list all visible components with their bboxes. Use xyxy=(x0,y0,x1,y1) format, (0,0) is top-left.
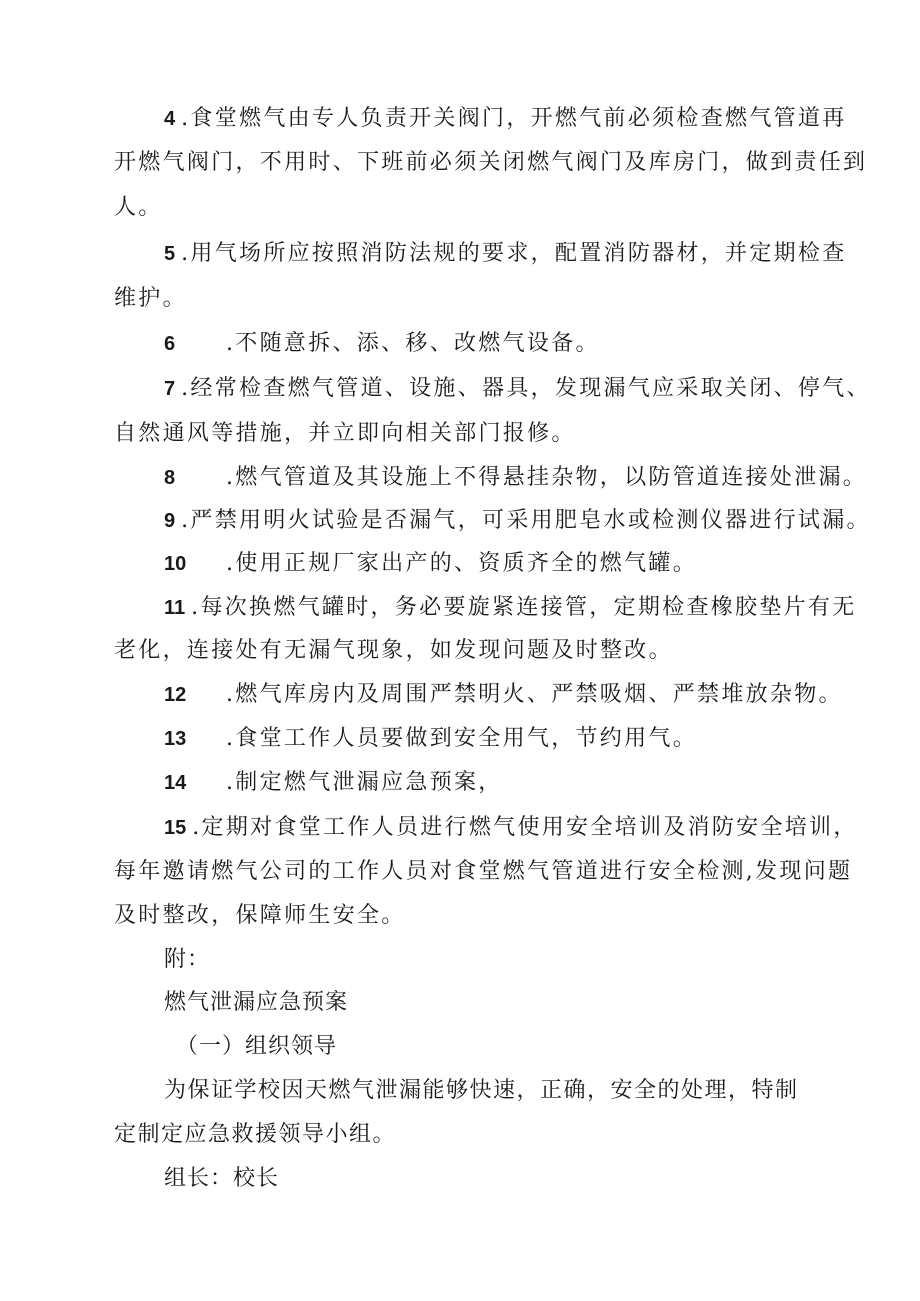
item-text: .不随意拆、添、移、改燃气设备。 xyxy=(226,331,600,356)
rule-item-4 xyxy=(164,104,847,134)
item-number: 5 xyxy=(164,243,176,265)
item-number: 12 xyxy=(164,684,187,706)
rule-item-5 xyxy=(164,239,847,269)
item-text: .燃气库房内及周围严禁明火、严禁吸烟、严禁堆放杂物。 xyxy=(226,682,843,707)
item-number: 7 xyxy=(164,378,176,400)
item-number: 10 xyxy=(164,553,187,575)
rule-item-7-cont-1: 自然通风等措施，并立即向相关部门报修。 xyxy=(114,421,576,446)
rule-item-15 xyxy=(164,813,858,843)
rule-item-6 xyxy=(164,329,600,359)
rule-item-8 xyxy=(164,463,867,493)
item-text: .严禁用明火试验是否漏气，可采用肥皂水或检测仪器进行试漏。 xyxy=(181,508,871,533)
item-text: .每次换燃气罐时，务必要旋紧连接管，定期检查橡胶垫片有无 xyxy=(191,595,857,620)
appendix-label: 附： xyxy=(164,947,211,972)
item-text: .燃气管道及其设施上不得悬挂杂物，以防管道连接处泄漏。 xyxy=(226,465,868,490)
rule-item-7 xyxy=(164,374,871,404)
rule-item-4-cont-1: 开燃气阀门，不用时、下班前必须关闭燃气阀门及库房门，做到责任到 xyxy=(114,150,868,175)
rule-item-15-cont-2: 及时整改，保障师生安全。 xyxy=(114,903,406,928)
item-number: 14 xyxy=(164,772,187,794)
item-number: 15 xyxy=(164,817,187,839)
rule-item-13 xyxy=(164,724,697,754)
leader-line: 组长：校长 xyxy=(164,1166,280,1191)
intro-paragraph-line-1: 为保证学校因天燃气泄漏能够快速，正确，安全的处理，特制 xyxy=(164,1078,799,1103)
rule-item-11-cont-1: 老化，连接处有无漏气现象，如发现问题及时整改。 xyxy=(114,638,673,663)
item-text: .食堂燃气由专人负责开关阀门，开燃气前必须检查燃气管道再 xyxy=(181,106,847,131)
item-text: .使用正规厂家出产的、资质齐全的燃气罐。 xyxy=(226,551,697,576)
item-number: 11 xyxy=(164,597,186,619)
section-heading: （一）组织领导 xyxy=(176,1034,338,1059)
item-number: 9 xyxy=(164,510,176,532)
rule-item-5-cont-1: 维护。 xyxy=(114,286,187,311)
rule-item-4-cont-2: 人。 xyxy=(114,195,163,220)
item-number: 13 xyxy=(164,728,187,750)
item-number: 8 xyxy=(164,467,176,489)
rule-item-12 xyxy=(164,680,843,710)
item-number: 6 xyxy=(164,333,176,355)
rule-item-9 xyxy=(164,506,871,536)
item-text: .定期对食堂工作人员进行燃气使用安全培训及消防安全培训， xyxy=(192,815,858,840)
intro-paragraph-line-2: 定制定应急救援领导小组。 xyxy=(114,1122,397,1147)
rule-item-15-cont-1: 每年邀请燃气公司的工作人员对食堂燃气管道进行安全检测,发现问题 xyxy=(114,859,853,884)
item-text: .用气场所应按照消防法规的要求，配置消防器材，并定期检查 xyxy=(181,241,847,266)
item-text: .经常检查燃气管道、设施、器具，发现漏气应采取关闭、停气、 xyxy=(181,376,871,401)
item-number: 4 xyxy=(164,108,176,130)
rule-item-10 xyxy=(164,549,697,579)
item-text: .食堂工作人员要做到安全用气，节约用气。 xyxy=(226,726,697,751)
item-text: .制定燃气泄漏应急预案， xyxy=(226,770,503,795)
rule-item-14 xyxy=(164,768,503,798)
rule-item-11 xyxy=(164,593,857,623)
plan-title: 燃气泄漏应急预案 xyxy=(164,990,349,1015)
